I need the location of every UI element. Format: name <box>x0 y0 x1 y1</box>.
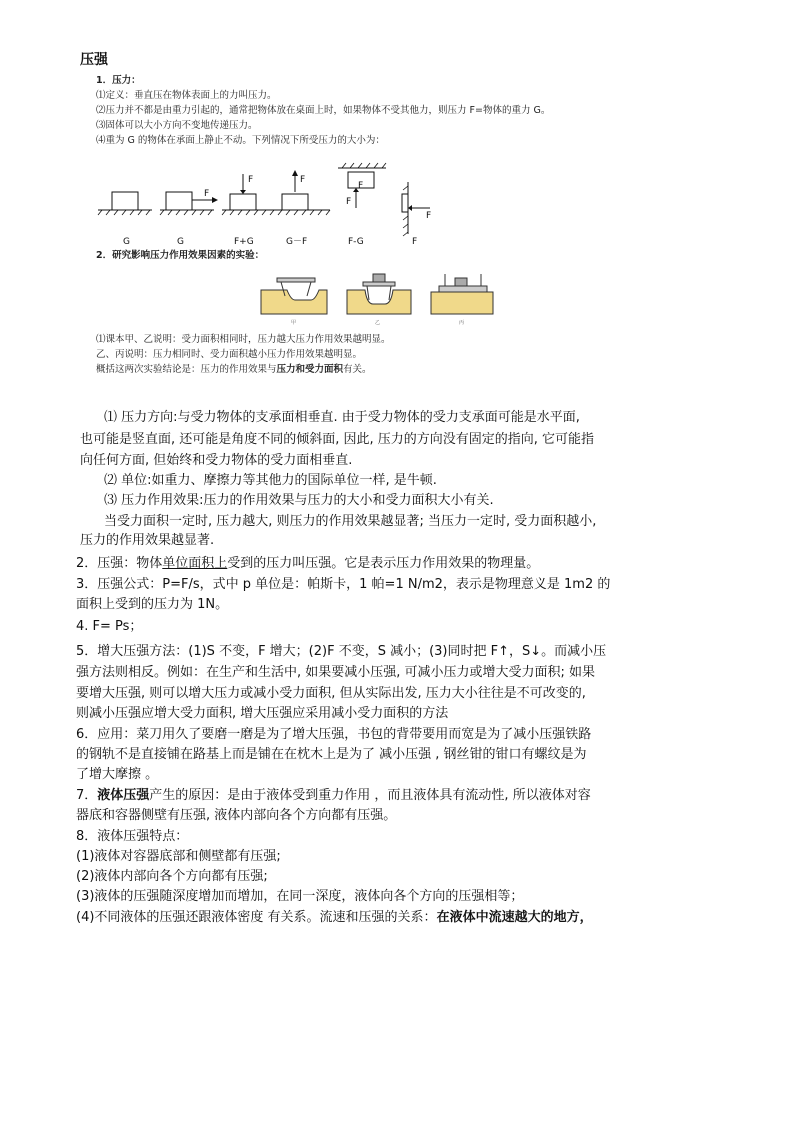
paragraph: 当受力面积一定时, 压力越大, 则压力的作用效果越显著; 当压力一定时, 受力面积越小, <box>104 514 597 529</box>
answer-label: G <box>177 237 184 247</box>
answer-label: G－F <box>286 237 308 247</box>
force-label: F <box>248 175 254 185</box>
answer-label: F-G <box>348 237 364 247</box>
item-6: 的钢轨不是直接铺在路基上而是铺在在枕木上是为了 减小压强 , 钢丝钳的钳口有螺纹是为 <box>76 747 587 762</box>
experiment-diagrams <box>255 266 515 328</box>
block <box>402 194 408 212</box>
force-diagrams <box>90 160 450 250</box>
paragraph: ⑵ 单位:如重力、摩擦力等其他力的国际单位一样, 是牛顿. <box>104 473 437 488</box>
section1-heading: 1．压力： <box>96 75 141 86</box>
paragraph: 压力的作用效果越显著. <box>80 533 215 548</box>
item-6: 6．应用：菜刀用久了要磨一磨是为了增大压强，书包的背带要用而宽是为了减小压强铁路 <box>76 727 592 742</box>
table-top <box>277 278 315 282</box>
answer-label: G <box>123 237 130 247</box>
sponge <box>347 290 411 314</box>
item-4: 4. F= Ps； <box>76 619 143 634</box>
section2-line: 乙、丙说明：压力相同时、受力面积越小压力作用效果越明显。 <box>96 349 363 360</box>
page-title: 压强 <box>80 52 108 68</box>
paragraph: ⑴ 压力方向:与受力物体的支承面相垂直. 由于受力物体的受力支承面可能是水平面, <box>104 410 580 425</box>
item-8: (3)液体的压强随深度增加而增加，在同一深度，液体向各个方向的压强相等； <box>76 889 524 904</box>
item-3: 面积上受到的压力为 1N。 <box>76 597 229 612</box>
arrow-head <box>212 197 218 203</box>
section1-line: ⑶固体可以大小方向不变地传递压力。 <box>96 120 258 131</box>
paragraph: 向任何方面, 但始终和受力物体的受力面相垂直. <box>80 453 353 468</box>
table-top <box>439 286 487 292</box>
item-6: 了增大摩擦 。 <box>76 767 159 782</box>
sponge <box>261 290 327 314</box>
item-5: 5．增大压强方法：(1)S 不变，F 增大；(2)F 不变，S 减小；(3)同时把 F↑，S↓。而减小压 <box>76 644 607 659</box>
section1-line: ⑴定义：垂直压在物体表面上的力叫压力。 <box>96 90 277 101</box>
item-5: 要增大压强, 则可以增大压力或减小受力面积, 但从实际出发, 压力大小往往是不可改变的, <box>76 686 586 701</box>
table-top <box>363 282 395 286</box>
item-5: 强方法则相反。例如：在生产和生活中, 如果要减小压强, 可减小压力或增大受力面积; 如果 <box>76 665 596 680</box>
section1-line: ⑵压力并不都是由重力引起的，通常把物体放在桌面上时，如果物体不受其他力，则压力 F=物体的重力 G。 <box>96 105 551 116</box>
item-2: 2．压强：物体单位面积上受到的压力叫压强。它是表示压力作用效果的物理量。 <box>76 556 540 571</box>
item-5: 则减小压强应增大受力面积, 增大压强应采用减小受力面积的方法 <box>76 706 449 721</box>
block <box>166 192 192 210</box>
experiment-label: 乙 <box>375 320 381 326</box>
force-label: F <box>346 197 352 207</box>
arrow-head <box>408 205 412 211</box>
answer-label: F <box>412 237 418 247</box>
block <box>230 194 256 210</box>
force-label: F <box>204 189 210 199</box>
experiment-label: 甲 <box>291 320 297 326</box>
block <box>112 192 138 210</box>
sponge <box>431 292 493 314</box>
answer-label: F+G <box>234 237 254 247</box>
section2-heading: 2．研究影响压力作用效果因素的实验： <box>96 250 265 261</box>
force-label: F <box>300 175 306 185</box>
item-8-heading: 8．液体压强特点： <box>76 829 189 844</box>
paragraph: ⑶ 压力作用效果:压力的作用效果与压力的大小和受力面积大小有关. <box>104 493 494 508</box>
experiment-label: 丙 <box>459 320 465 326</box>
section2-conclusion: 概括这两次实验结论是：压力的作用效果与压力和受力面积有关。 <box>96 364 372 375</box>
force-label: F <box>358 181 364 191</box>
section1-line: ⑷重为 G 的物体在承面上静止不动。下列情况下所受压力的大小为： <box>96 135 385 146</box>
arrow-head <box>240 190 246 194</box>
block <box>282 194 308 210</box>
arrow-head <box>292 170 298 176</box>
item-7: 7．液体压强产生的原因：是由于液体受到重力作用 ，而且液体具有流动性, 所以液体对容 <box>76 788 591 803</box>
weight <box>455 278 467 286</box>
item-8: (4)不同液体的压强还跟液体密度 有关系。流速和压强的关系：在液体中流速越大的地方， <box>76 910 593 925</box>
item-8: (2)液体内部向各个方向都有压强; <box>76 869 268 884</box>
item-8: (1)液体对容器底部和侧壁都有压强; <box>76 849 281 864</box>
force-label: F <box>426 211 432 221</box>
item-3: 3．压强公式：P=F/s，式中 p 单位是：帕斯卡，1 帕=1 N/m2，表示是物理意义是 1m2 的 <box>76 577 611 592</box>
paragraph: 也可能是竖直面, 还可能是角度不同的倾斜面, 因此, 压力的方向没有固定的指向, 它可能指 <box>80 432 595 447</box>
section2-line: ⑴课本甲、乙说明：受力面积相同时，压力越大压力作用效果越明显。 <box>96 334 391 345</box>
weight <box>373 274 385 282</box>
item-7: 器底和容器侧壁有压强, 液体内部向各个方向都有压强。 <box>76 808 397 823</box>
